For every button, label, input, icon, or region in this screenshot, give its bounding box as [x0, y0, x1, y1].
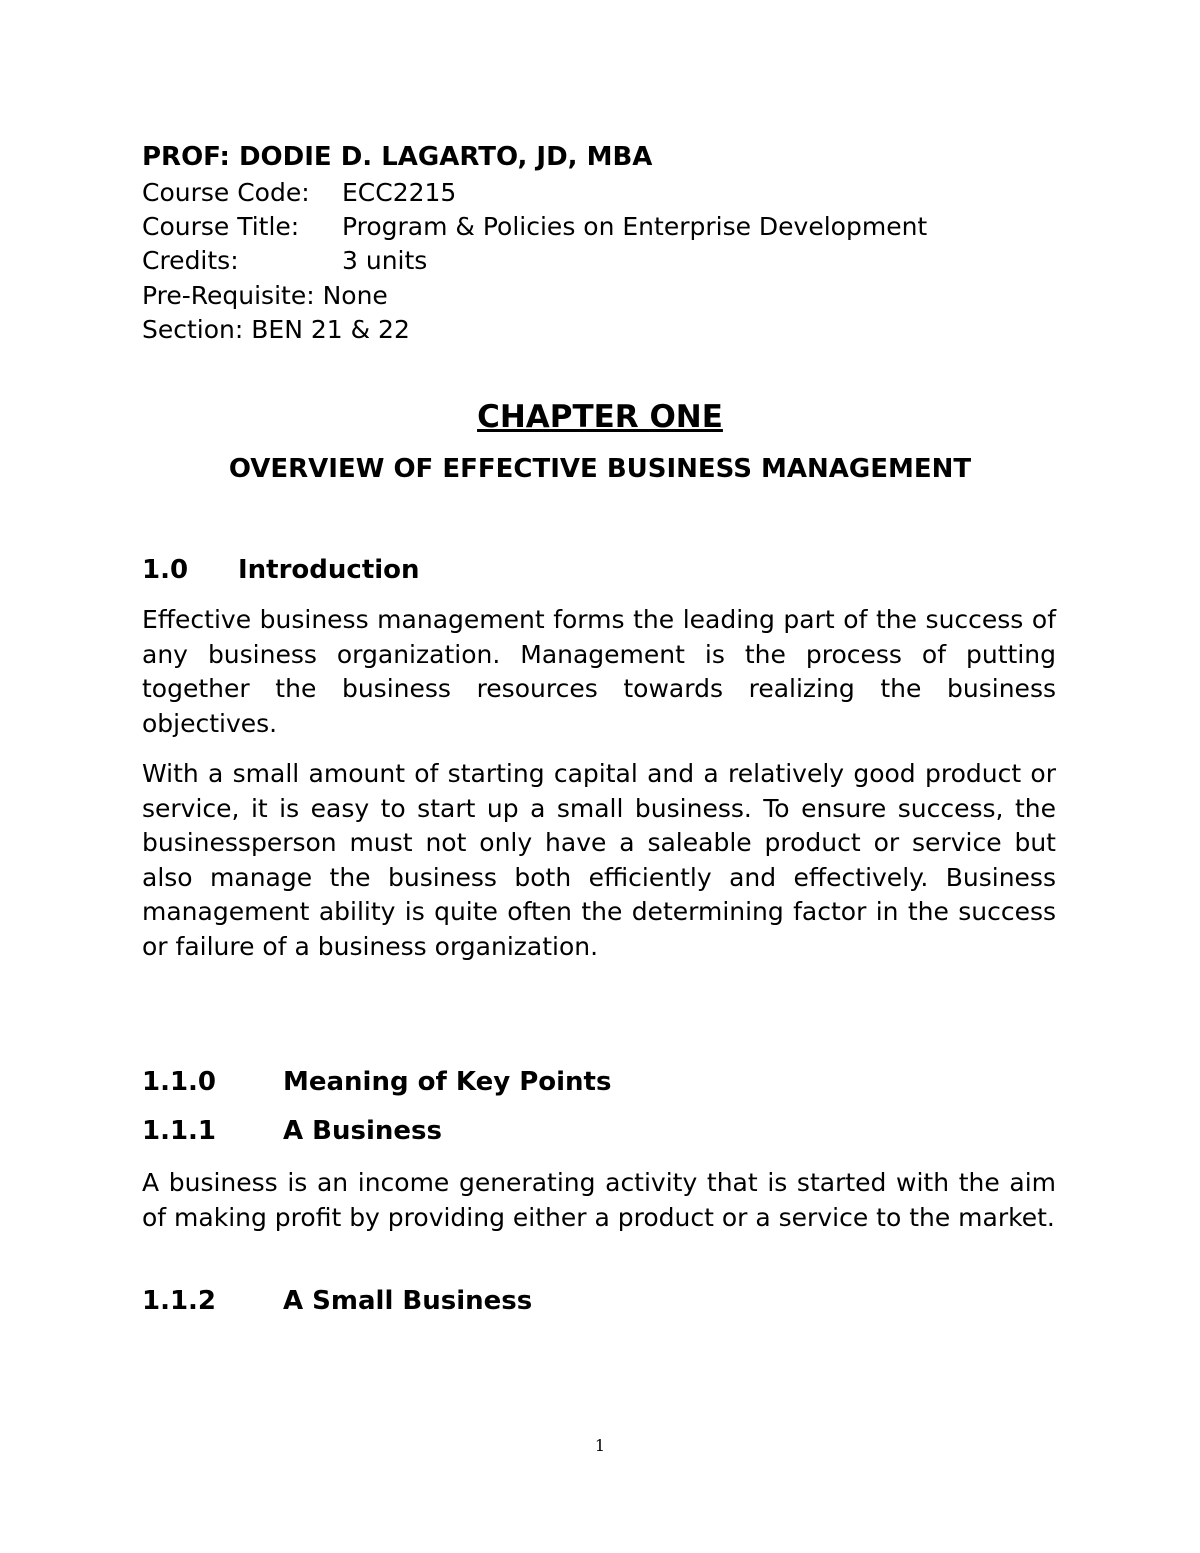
prerequisite-row: Pre-Requisite: None [142, 281, 388, 310]
credits-value: 3 units [342, 246, 428, 275]
section-heading-introduction [142, 553, 420, 587]
section-heading-key-points [142, 1065, 612, 1099]
section-number: 1.1.0 [142, 1067, 217, 1097]
credits-row [142, 244, 428, 278]
course-code-label: Course Code: [142, 178, 310, 207]
page-number: 1 [594, 1436, 606, 1455]
section-number: 1.1.1 [142, 1116, 217, 1146]
intro-paragraph-2: With a small amount of starting capital and a relatively good product or service, it is easy to start up a small business. To ensure success, the businessperson must not only have a saleable product or service but also manage the business both efficiently and effectively. Business management ability is quite often the determining factor in the success or failure of a business organization. [142, 759, 1056, 961]
section-number: 1.1.2 [142, 1286, 217, 1316]
section-heading-a-business [142, 1114, 442, 1148]
section-title: Meaning of Key Points [283, 1067, 612, 1097]
section-title: A Small Business [283, 1286, 533, 1316]
chapter-title: CHAPTER ONE [477, 399, 723, 435]
course-title-row [142, 210, 928, 244]
chapter-subtitle: OVERVIEW OF EFFECTIVE BUSINESS MANAGEMENT [228, 454, 972, 484]
course-code-value: ECC2215 [342, 178, 457, 207]
section-title: Introduction [238, 555, 420, 585]
course-code-row [142, 176, 457, 210]
course-title-label: Course Title: [142, 212, 300, 241]
course-title-value: Program & Policies on Enterprise Development [342, 212, 928, 241]
professor-name: PROF: DODIE D. LAGARTO, JD, MBA [142, 142, 653, 172]
a-business-paragraph: A business is an income generating activity that is started with the aim of making profit by providing either a product or a service to the market. [142, 1168, 1056, 1232]
intro-paragraph-1: Effective business management forms the leading part of the success of any business organization. Management is the process of putting together the business resources towards realizing the business objectives. [142, 605, 1056, 738]
section-heading-small-business [142, 1284, 533, 1318]
section-row: Section: BEN 21 & 22 [142, 315, 410, 344]
credits-label: Credits: [142, 246, 239, 275]
section-title: A Business [283, 1116, 442, 1146]
section-number: 1.0 [142, 555, 189, 585]
